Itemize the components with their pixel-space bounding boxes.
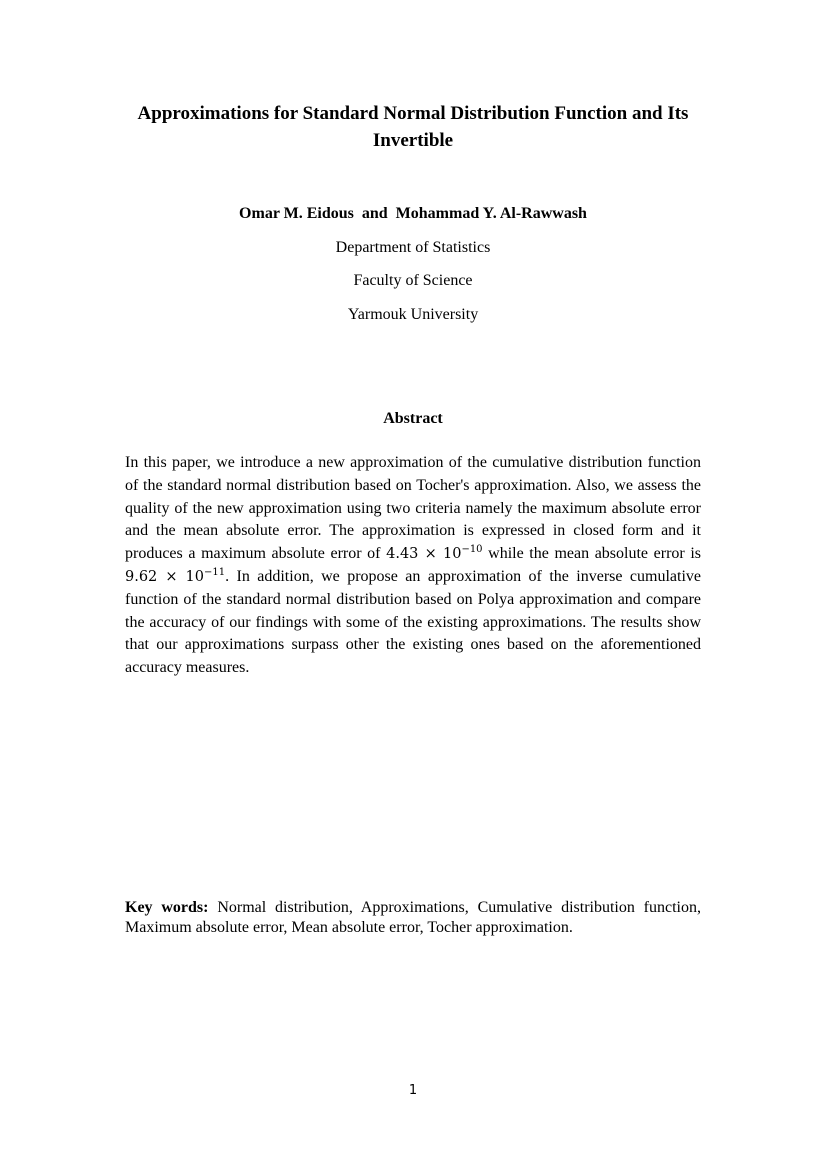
author-names: Omar M. Eidous and Mohammad Y. Al-Rawwash [239,205,587,222]
keywords-text: Normal distribution, Approximations, Cumulative distribution function, Maximum absolute error, Mean absolute error, Tocher approximation. [125,899,702,936]
max-error-exponent: −10 [461,544,483,556]
affiliation-university: Yarmouk University [347,306,479,323]
abstract-text-part-3: . In addition, we propose an approximation of the inverse cumulative function of the standard normal distribution based on Polya approximation and compare the accuracy of our findings with some of the existing approximations. The results show that our approximations surpass other the existing ones based on the aforementioned accuracy measures. [125,567,702,677]
max-error-base: 4.43 × 10 [386,546,462,563]
abstract-text-part-1: In this paper, we introduce a new approximation of the cumulative distribution function of the standard normal distribution based on Tocher's approximation. Also, we assess the quality of the new approximation using two criteria namely the maximum absolute error and the mean absolute error. The approximation is expressed in closed form and it produces a maximum absolute error of [125,454,701,563]
abstract-body [125,452,701,680]
affiliation-department: Department of Statistics [335,239,491,256]
paper-title: Approximations for Standard Normal Distribution Function and Its Invertible [137,103,689,151]
keywords-section [125,898,701,938]
keywords-label: Key words: [125,899,209,916]
abstract-text-part-2: while the mean absolute error is [482,545,701,563]
mean-error-base: 9.62 × 10 [125,568,204,585]
max-error-value [386,546,482,562]
page-number: 1 [408,1083,418,1098]
mean-error-exponent: −11 [203,567,226,579]
abstract-heading: Abstract [383,410,443,427]
affiliation-faculty: Faculty of Science [353,272,473,289]
mean-error-value [125,569,225,585]
